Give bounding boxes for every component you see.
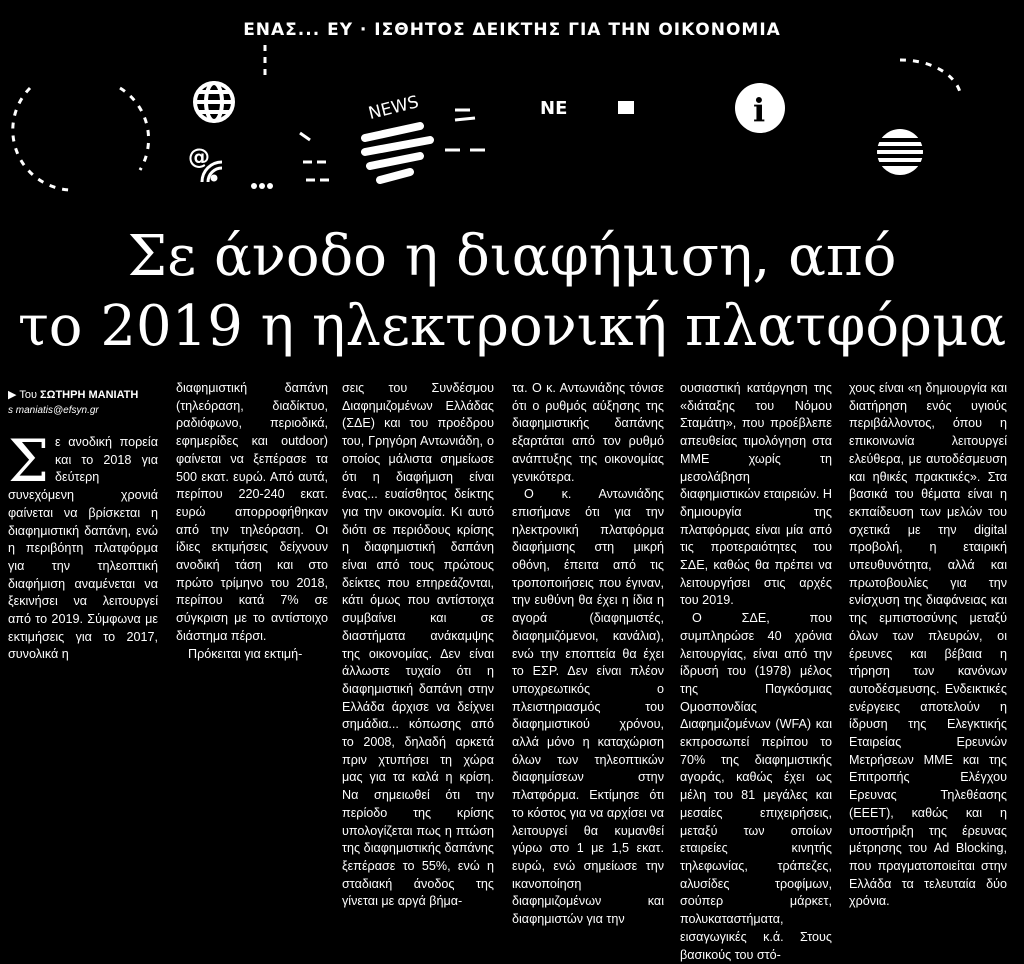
svg-text:i: i xyxy=(753,91,766,129)
news-icon xyxy=(365,92,485,180)
globe-icon xyxy=(195,83,233,121)
drop-cap: Σ xyxy=(8,427,50,495)
column-2-paragraph-2: Πρόκειται για εκτιμή- xyxy=(188,646,303,661)
author-email: s maniatis@efsyn.gr xyxy=(8,405,99,416)
column-6-text: χους είναι «η δημιουργία και διατήρηση ενός υγιούς περιβάλλοντος, όπου η επικοινωνία λειτουργεί ελεύθερα, με αυτοδέσμευση και ηθικές πρακτικές». Στα βασικά του θέματα είναι η εκπαίδευση των μελών του σχετικά με την digital προβολή, η εταιρική υπευθυνότητα, αλλά και πρωτοβουλίες για την ενίσχυση της διαφάνειας και της εμπιστοσύνης μεταξύ όλων των πλευρών, οι έρευνες και βέβαια η τήρηση των κανόνων αυτοδέσμευσης. Ενδεικτικές ενέργειες αποτελούν η ίδρυση της Ελεγκτικής Εταιρείας Ερευνών Μετρήσεων ΜΜΕ και της Επιτροπής Ελέγχου Ερευνας Τηλεθέασης (ΕΕΕΤ), καθώς και η υποστήριξη της έρευνας μέτρησης του Ad Blocking, που πραγματοποιείται στην Ελλάδα τα τελευταία δύο χρόνια. xyxy=(849,381,1007,909)
ne-icon: ΝΕ xyxy=(540,98,568,119)
article-column-3 xyxy=(342,380,494,911)
svg-text:NEWS: NEWS xyxy=(366,92,421,124)
byline-prefix: Του xyxy=(19,389,37,401)
headline-line-1: Σε άνοδο η διαφήμιση, από xyxy=(127,224,897,289)
article-column-5 xyxy=(680,380,832,964)
article-headline xyxy=(0,222,1024,362)
ellipsis-icon xyxy=(251,183,273,189)
column-5-paragraph-1: ουσιαστική κατάργηση της «διάταξης του Νόμου Σταμάτη», που προέβλεπε απευθείας τιμολόγηση στα ΜΜΕ χωρίς τη μεσολάβηση διαφημιστικών εταιρειών. Η δημιουργία της πλατφόρμας είναι μία από τις προτεραιότητες του ΣΔΕ, καθώς θα πρέπει να λειτουργήσει στις αρχές του 2019. xyxy=(680,381,832,608)
column-2-paragraph-1: διαφημιστική δαπάνη (τηλεόραση, διαδίκτυο, ραδιόφωνο, περιοδικά, εφημερίδες και outdoor) φαίνεται να ξεπέρασε τα 500 εκατ. ευρώ. Από αυτά, περίπου 220-240 εκατ. ευρώ απορροφήθηκαν από την τηλεόραση. Οι ίδιες εκτιμήσεις δείχνουν ανοδική τάση και στο πρώτο τρίμηνο του 2018, περίπου κατά 7% σε σύγκριση με το αντίστοιχο διάστημα πέρσι. xyxy=(176,381,328,643)
icon-strip xyxy=(0,0,1024,210)
article-column-1 xyxy=(8,427,158,664)
striped-globe-icon xyxy=(876,129,924,175)
column-3-text: σεις του Συνδέσμου Διαφημιζομένων Ελλάδας (ΣΔΕ) και του προέδρου του, Γρηγόρη Αντωνιάδη, ο οποίος μάλιστα σημείωσε ότι η διαφήμιση είναι ένας... ευαίσθητος δείκτης για την οικονομία. Κι αυτό διότι σε περιόδους κρίσης η διαφημιστική δαπάνη είναι από τους πρώτους δείκτες που επηρεάζονται, κάτι όμως που αντίστοιχα συμβαίνει και σε διαστήματα ανάκαμψης της οικονομίας. Δεν είναι άλλωστε τυχαίο ότι η διαφημιστική δαπάνη στην Ελλάδα άρχισε να δείχνει σημάδια... κόπωσης από το 2008, δηλαδή αρκετά πριν χτυπήσει τη χώρα μας για τα καλά η κρίση. Να σημειωθεί ότι την περίοδο της κρίσης υπολογίζεται πως η πτώση της διαφημιστικής δαπάνης ξεπέρασε το 55%, ενώ η σταδιακή άνοδος της γίνεται με αργά βήμα- xyxy=(342,381,494,909)
article-column-6 xyxy=(849,380,1007,911)
article-column-4 xyxy=(512,380,664,929)
column-5-paragraph-2: Ο ΣΔΕ, που συμπληρώσε 40 χρόνια λειτουργίας, είναι από την ίδρυσή του (1978) μέλος της Παγκόσμιας Ομοσπονδίας Διαφημιζομένων (WFA) και εκπροσωπεί περίπου το 70% της διαφημιστικής αγοράς, καθώς έχει ως μέλη του 81 μεγάλες και μεσαίες επιχειρήσεις, μεταξύ των οποίων εταιρείες κινητής τηλεφωνίας, τράπεζες, αλυσίδες τροφίμων, σούπερ μάρκετ, πολυκαταστήματα, εισαγωγικές κ.ά. Στους βασικούς του στό- xyxy=(680,611,832,962)
column-4-paragraph-1: τα. Ο κ. Αντωνιάδης τόνισε ότι ο ρυθμός αύξησης της διαφημιστικής δαπάνης εξαρτάται από τον ρυθμό ανάπτυξης της οικονομίας γενικότερα. xyxy=(512,381,664,484)
column-4-paragraph-2: Ο κ. Αντωνιάδης επισήμανε ότι για την ηλεκτρονική πλατφόρμα διαφήμισης στη μικρή οθόνη, έπειτα από τις τροποποιήσεις που έγιναν, την ευθύνη θα έχει η ίδια η αγορά (διαφημιστές, διαφημιζόμενοι, κανάλια), ενώ την εποπτεία θα έχει το ΕΣΡ. Δεν είναι πλέον υποχρεωτικός ο πλειστηριασμός του διαφημιστικού χρόνου, αλλά μόνο η καταχώριση όλων των τηλεοπτικών διαφημίσεων στην πλατφόρμα. Εκτίμησε ότι το κόστος για να αρχίσει να λειτουργεί θα κυμανθεί γύρω στο 1 με 1,5 εκατ. ευρώ, ενώ σημείωσε την ικανοποίηση διαφημιζομένων και διαφημιστών για την xyxy=(512,487,664,927)
kicker-text: ΕΝΑΣ... ΕΥ · ΙΣΘΗΤΟΣ ΔΕΙΚΤΗΣ ΓΙΑ ΤΗΝ ΟΙΚΟΝΟΜΙΑ xyxy=(243,20,781,40)
at-icon: @ xyxy=(188,145,210,170)
dash-lines-icon xyxy=(300,133,329,180)
square-icon xyxy=(618,101,634,114)
info-icon xyxy=(735,83,785,133)
byline: ▶ Του ΣΩΤΗΡΗ ΜΑΝΙΑΤΗ s maniatis@efsyn.gr xyxy=(8,388,168,418)
header-graphic xyxy=(0,0,1024,200)
column-1-text: ε ανοδική πορεία και το 2018 για δεύτερη συνεχόμενη χρονιά φαίνεται να βρίσκεται η διαφημιστική δαπάνη, ενώ η περιβόητη πλατφόρμα για την τηλεοπτική διαφήμιση αναμένεται να ξεκινήσει να λειτουργεί από το 2019. Σύμφωνα με εκτιμήσεις για το 2017, συνολικά η xyxy=(8,435,158,662)
headline-line-2: το 2019 η ηλεκτρονική πλατφόρμα xyxy=(17,294,1007,359)
article-column-2 xyxy=(176,380,328,663)
dashed-circle-icon xyxy=(13,88,149,190)
author-name: ΣΩΤΗΡΗ ΜΑΝΙΑΤΗ xyxy=(40,389,139,401)
